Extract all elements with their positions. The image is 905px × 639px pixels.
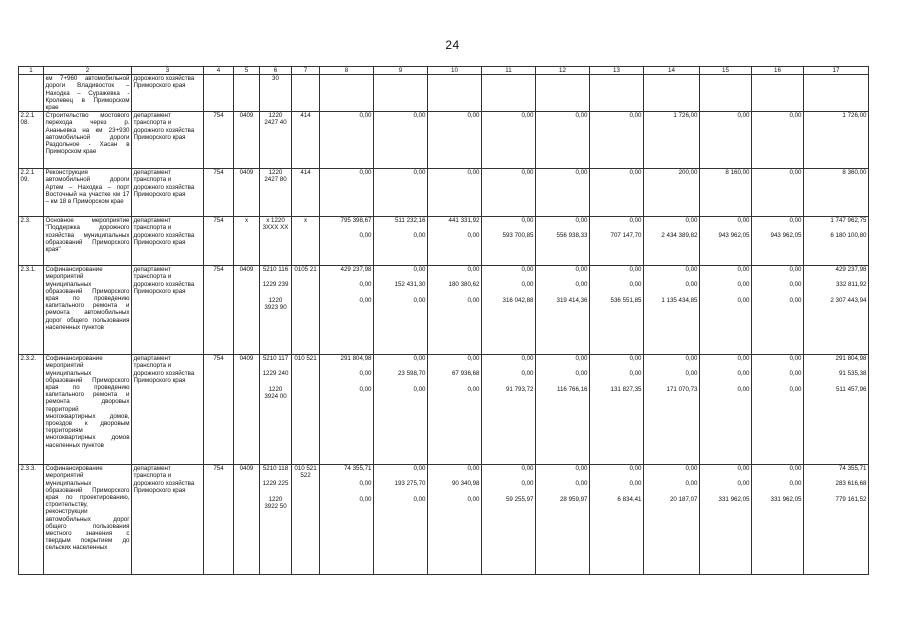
cell-line: 0,00 — [629, 266, 642, 274]
executor-cell: департамент транспорта и дорожного хозяйства Приморского края — [132, 217, 204, 266]
amount-cell-col-9 — [374, 75, 428, 112]
cell-line: 1 747 962,75 — [830, 217, 867, 225]
header-col-8: 8 — [320, 67, 374, 75]
cell-line: 1229 239 — [262, 281, 289, 289]
cell-line: 536 551,85 — [610, 296, 642, 304]
target-code-cell — [260, 266, 292, 355]
header-col-12: 12 — [536, 67, 590, 75]
amount-cell-col-8 — [320, 465, 374, 575]
cell-line: 0,00 — [789, 281, 802, 289]
amount-cell-col-16 — [752, 355, 804, 465]
cell-line: 0,00 — [789, 370, 802, 378]
amount-cell-col-9 — [374, 355, 428, 465]
amount-cell-col-15: 8 160,00 — [700, 169, 752, 217]
cell-line: 291 804,98 — [340, 355, 372, 363]
amount-cell-col-10 — [428, 217, 482, 266]
cell-line: 0,00 — [737, 296, 750, 304]
activity-name-cell: Софинансирование мероприятий муниципальных образований Приморского края по проведению капитального ремонта и ремонта автомобильных дорог общего пользования населенных пунктов — [44, 266, 132, 355]
header-col-7: 7 — [292, 67, 320, 75]
cell-line: 943 962,05 — [718, 232, 750, 240]
cell-line: 1 135 434,85 — [661, 296, 698, 304]
cell-line: 1220 3924 00 — [264, 385, 287, 400]
activity-name-cell: Реконструкция автомобильной дороги Артем – Находка – порт Восточный на участке км 17 – км 18 в Приморском крае — [44, 169, 132, 217]
amount-cell-col-13 — [590, 266, 644, 355]
amount-cell-col-12 — [536, 217, 590, 266]
amount-cell-col-17 — [804, 75, 869, 112]
code-754-cell: 754 — [204, 465, 234, 575]
cell-line: 0,00 — [521, 281, 534, 289]
cell-line: 511 457,96 — [835, 385, 867, 393]
amount-cell-col-17: 1 726,00 — [804, 112, 869, 169]
amount-cell-col-17 — [804, 266, 869, 355]
expense-type-cell: x — [292, 217, 320, 266]
cell-line: 0,00 — [575, 480, 588, 488]
cell-line: 0,00 — [789, 355, 802, 363]
cell-line: 0,00 — [359, 385, 372, 393]
table-row — [19, 112, 869, 169]
cell-line: 1220 3923 90 — [264, 296, 287, 311]
amount-cell-col-15 — [700, 75, 752, 112]
expense-type-cell — [292, 75, 320, 112]
cell-line: 67 936,68 — [451, 370, 480, 378]
executor-cell: департамент транспорта и дорожного хозяйства Приморского края — [132, 266, 204, 355]
header-col-13: 13 — [590, 67, 644, 75]
page-number: 24 — [445, 38, 460, 52]
amount-cell-col-8: 0,00 — [320, 112, 374, 169]
cell-line: 0,00 — [359, 296, 372, 304]
amount-cell-col-16: 0,00 — [752, 112, 804, 169]
cell-line: 332 811,92 — [835, 281, 867, 289]
row-number-cell: 2.3.2. — [19, 355, 44, 465]
amount-cell-col-15 — [700, 217, 752, 266]
expense-type-cell: 0105 21 — [292, 266, 320, 355]
cell-line: 0,00 — [737, 266, 750, 274]
activity-name-cell: Софинансирование мероприятий муниципальных образований Приморского края по проектированию, строительству, реконструкции автомобильных дорог общего пользования местного значения с твердым покрытием до сельских населенных — [44, 465, 132, 575]
amount-cell-col-10 — [428, 75, 482, 112]
cell-line: 1220 3922 50 — [264, 495, 287, 510]
cell-line: 0,00 — [575, 217, 588, 225]
header-col-17: 17 — [804, 67, 869, 75]
code-754-cell — [204, 75, 234, 112]
amount-cell-col-11 — [482, 75, 536, 112]
amount-cell-col-8 — [320, 217, 374, 266]
cell-line: 1229 240 — [262, 370, 289, 378]
activity-name-cell: км 7+960 автомобильной дороги Владивосток – Находка – Суражевка - Кролевец в Приморском крае — [45, 75, 130, 112]
cell-line: 0,00 — [629, 465, 642, 473]
cell-line: 0,00 — [789, 217, 802, 225]
cell-line: 131 827,35 — [610, 385, 642, 393]
cell-line: 171 070,73 — [666, 385, 698, 393]
header-col-16: 16 — [752, 67, 804, 75]
cell-line: 0,00 — [521, 355, 534, 363]
cell-line: 0,00 — [575, 465, 588, 473]
cell-line: 429 237,98 — [835, 266, 867, 274]
cell-line: 0,00 — [359, 480, 372, 488]
table-row — [19, 355, 869, 465]
cell-line: 0,00 — [467, 232, 480, 240]
cell-line: 0,00 — [521, 465, 534, 473]
cell-line: 0,00 — [467, 296, 480, 304]
amount-cell-col-17: 8 360,00 — [804, 169, 869, 217]
table-row — [19, 465, 869, 575]
cell-line: 0,00 — [737, 480, 750, 488]
amount-cell-col-14 — [644, 75, 700, 112]
target-code-cell: 30 — [260, 75, 292, 112]
cell-line: 5210 116 — [262, 266, 289, 274]
activity-name-cell: Софинансирование мероприятий муниципальных образований Приморского края по проведению капитального ремонта и ремонта дворовых территорий многоквартирных домов, проездов к дворовым территориям многоквартирных домов населенных пунктов — [44, 355, 132, 465]
expense-type-cell: 010 521 — [292, 355, 320, 465]
cell-line: 5210 118 — [262, 465, 289, 473]
amount-cell-col-14: 1 726,00 — [644, 112, 700, 169]
cell-line: 193 275,70 — [394, 480, 426, 488]
cell-line: 943 962,05 — [770, 232, 802, 240]
row-number-cell — [19, 75, 44, 112]
cell-line: 0,00 — [413, 385, 426, 393]
amount-cell-col-15 — [700, 266, 752, 355]
cell-line: 779 161,52 — [835, 495, 867, 503]
amount-cell-col-10 — [428, 465, 482, 575]
amount-cell-col-14 — [644, 266, 700, 355]
cell-line: 0,00 — [629, 480, 642, 488]
amount-cell-col-15 — [700, 355, 752, 465]
amount-cell-col-8: 0,00 — [320, 169, 374, 217]
table-row — [19, 217, 869, 266]
cell-line: 0,00 — [685, 480, 698, 488]
activity-name-cell: Строительство мостового перехода через р. Ананьевка на км 23+930 автомобильной дороги Раздольное - Хасан в Приморском крае — [44, 112, 132, 169]
cell-line: 0,00 — [359, 232, 372, 240]
amount-cell-col-10 — [428, 355, 482, 465]
cell-line: 0,00 — [467, 495, 480, 503]
cell-line: 0,00 — [413, 232, 426, 240]
row-number-cell: 2.2.1 08. — [19, 112, 44, 169]
cell-line: 0,00 — [575, 370, 588, 378]
amount-cell-col-15: 0,00 — [700, 112, 752, 169]
cell-line: 0,00 — [521, 217, 534, 225]
cell-line: 5210 117 — [262, 355, 289, 363]
section-code-cell: 0409 — [234, 169, 260, 217]
amount-cell-col-16: 0,00 — [752, 169, 804, 217]
amount-cell-col-8 — [320, 75, 374, 112]
header-col-14: 14 — [644, 67, 700, 75]
amount-cell-col-11: 0,00 — [482, 112, 536, 169]
amount-cell-col-12 — [536, 355, 590, 465]
cell-line: 74 355,71 — [343, 465, 372, 473]
amount-cell-col-13 — [590, 75, 644, 112]
cell-line: 2 307 443,94 — [830, 296, 867, 304]
cell-line: 74 355,71 — [838, 465, 867, 473]
amount-cell-col-12 — [536, 75, 590, 112]
cell-line: 0,00 — [685, 355, 698, 363]
section-code-cell: 0409 — [234, 112, 260, 169]
header-col-1: 1 — [19, 67, 44, 75]
cell-line: 0,00 — [789, 465, 802, 473]
code-754-cell: 754 — [204, 169, 234, 217]
cell-line: 0,00 — [737, 217, 750, 225]
amount-cell-col-17 — [804, 465, 869, 575]
target-code-cell: 1220 2427 40 — [260, 112, 292, 169]
cell-line: 0,00 — [737, 281, 750, 289]
cell-line: 0,00 — [685, 217, 698, 225]
amount-cell-col-13: 0,00 — [590, 112, 644, 169]
target-code-cell: x 1220 3XXX XX — [260, 217, 292, 266]
table-row — [19, 75, 869, 112]
cell-line: 0,00 — [789, 296, 802, 304]
cell-line: 0,00 — [629, 217, 642, 225]
amount-cell-col-14 — [644, 355, 700, 465]
cell-line: 556 938,33 — [556, 232, 588, 240]
header-col-4: 4 — [204, 67, 234, 75]
executor-cell: дорожного хозяйства Приморского края — [132, 75, 204, 112]
header-col-9: 9 — [374, 67, 428, 75]
executor-cell: департамент транспорта и дорожного хозяйства Приморского края — [132, 355, 204, 465]
cell-line: 707 147,70 — [610, 232, 642, 240]
cell-line: 0,00 — [359, 281, 372, 289]
cell-line: 0,00 — [737, 465, 750, 473]
header-col-3: 3 — [132, 67, 204, 75]
amount-cell-col-16 — [752, 266, 804, 355]
table-row — [19, 169, 869, 217]
cell-line: 0,00 — [629, 355, 642, 363]
cell-line: 0,00 — [521, 266, 534, 274]
cell-line: 91 793,72 — [505, 385, 534, 393]
cell-line: 91 535,38 — [838, 370, 867, 378]
code-754-cell: 754 — [204, 355, 234, 465]
cell-line: 0,00 — [575, 266, 588, 274]
cell-line: 2 434 389,82 — [661, 232, 698, 240]
cell-line: 6 180 100,80 — [830, 232, 867, 240]
cell-line: 0,00 — [685, 370, 698, 378]
cell-line: 0,00 — [467, 385, 480, 393]
cell-line: 0,00 — [467, 465, 480, 473]
code-754-cell: 754 — [204, 266, 234, 355]
amount-cell-col-11 — [482, 266, 536, 355]
cell-line: 90 340,98 — [451, 480, 480, 488]
cell-line: 180 380,62 — [448, 281, 480, 289]
header-row — [19, 67, 869, 75]
cell-line: 316 042,88 — [502, 296, 534, 304]
header-col-10: 10 — [428, 67, 482, 75]
table-row — [19, 266, 869, 355]
cell-line: 0,00 — [789, 480, 802, 488]
amount-cell-col-16 — [752, 465, 804, 575]
amount-cell-col-13 — [590, 465, 644, 575]
amount-cell-col-12 — [536, 465, 590, 575]
header-col-6: 6 — [260, 67, 292, 75]
section-code-cell: x — [234, 217, 260, 266]
expense-type-cell: 010 521 522 — [292, 465, 320, 575]
amount-cell-col-12: 0,00 — [536, 169, 590, 217]
cell-line: 59 255,97 — [505, 495, 534, 503]
amount-cell-col-17 — [804, 355, 869, 465]
amount-cell-col-14: 200,00 — [644, 169, 700, 217]
cell-line: 0,00 — [467, 266, 480, 274]
amount-cell-col-9 — [374, 217, 428, 266]
code-754-cell: 754 — [204, 112, 234, 169]
row-number-cell: 2.3.1. — [19, 266, 44, 355]
amount-cell-col-11 — [482, 355, 536, 465]
amount-cell-col-9 — [374, 465, 428, 575]
amount-cell-col-9: 0,00 — [374, 169, 428, 217]
cell-line: 441 331,92 — [448, 217, 480, 225]
section-code-cell: 0409 — [234, 355, 260, 465]
section-code-cell — [234, 75, 260, 112]
code-754-cell: 754 — [204, 217, 234, 266]
cell-line: 0,00 — [521, 480, 534, 488]
cell-line: 0,00 — [575, 355, 588, 363]
row-number-cell: 2.2.1 09. — [19, 169, 44, 217]
expense-type-cell: 414 — [292, 112, 320, 169]
cell-line: 0,00 — [359, 495, 372, 503]
cell-line: 23 598,70 — [397, 370, 426, 378]
cell-line: 291 804,98 — [835, 355, 867, 363]
amount-cell-col-9 — [374, 266, 428, 355]
amount-cell-col-12 — [536, 266, 590, 355]
cell-line: 0,00 — [413, 465, 426, 473]
target-code-cell — [260, 465, 292, 575]
executor-cell: департамент транспорта и дорожного хозяйства Приморского края — [132, 112, 204, 169]
amount-cell-col-14 — [644, 465, 700, 575]
cell-line: 429 237,98 — [340, 266, 372, 274]
cell-line: 152 431,30 — [394, 281, 426, 289]
cell-line: 20 187,07 — [669, 495, 698, 503]
header-col-5: 5 — [234, 67, 260, 75]
cell-line: 0,00 — [685, 281, 698, 289]
cell-line: 0,00 — [737, 385, 750, 393]
cell-line: 331 962,05 — [718, 495, 750, 503]
cell-line: 0,00 — [737, 355, 750, 363]
cell-line: 0,00 — [737, 370, 750, 378]
cell-line: 0,00 — [629, 281, 642, 289]
amount-cell-col-10: 0,00 — [428, 169, 482, 217]
table-body — [19, 67, 869, 575]
amount-cell-col-12: 0,00 — [536, 112, 590, 169]
section-code-cell: 0409 — [234, 266, 260, 355]
amount-cell-col-11 — [482, 217, 536, 266]
amount-cell-col-13 — [590, 217, 644, 266]
amount-cell-col-10 — [428, 266, 482, 355]
expense-type-cell: 414 — [292, 169, 320, 217]
cell-line: 0,00 — [413, 495, 426, 503]
cell-line: 319 414,36 — [556, 296, 588, 304]
header-col-15: 15 — [700, 67, 752, 75]
cell-line: 116 766,16 — [556, 385, 588, 393]
amount-cell-col-16 — [752, 75, 804, 112]
amount-cell-col-10: 0,00 — [428, 112, 482, 169]
header-col-2: 2 — [44, 67, 132, 75]
cell-line: 0,00 — [629, 370, 642, 378]
amount-cell-col-14 — [644, 217, 700, 266]
row-number-cell: 2.3. — [19, 217, 44, 266]
cell-line: 0,00 — [789, 266, 802, 274]
budget-table — [18, 66, 869, 575]
cell-line: 593 700,85 — [502, 232, 534, 240]
cell-line: 0,00 — [789, 385, 802, 393]
amount-cell-col-8 — [320, 355, 374, 465]
cell-line: 0,00 — [413, 266, 426, 274]
executor-cell: департамент транспорта и дорожного хозяйства Приморского края — [132, 169, 204, 217]
amount-cell-col-13: 0,00 — [590, 169, 644, 217]
row-number-cell: 2.3.3. — [19, 465, 44, 575]
amount-cell-col-9: 0,00 — [374, 112, 428, 169]
target-code-cell — [260, 355, 292, 465]
amount-cell-col-17 — [804, 217, 869, 266]
cell-line: 0,00 — [685, 465, 698, 473]
cell-line: 0,00 — [359, 370, 372, 378]
cell-line: 6 834,41 — [617, 495, 642, 503]
cell-line: 331 962,05 — [770, 495, 802, 503]
cell-line: 0,00 — [575, 281, 588, 289]
cell-line: 795 398,67 — [340, 217, 372, 225]
cell-line: 0,00 — [685, 266, 698, 274]
cell-line: 0,00 — [467, 355, 480, 363]
cell-line: 511 232,16 — [394, 217, 426, 225]
cell-line: 283 616,68 — [835, 480, 867, 488]
cell-line: 28 959,97 — [559, 495, 588, 503]
amount-cell-col-8 — [320, 266, 374, 355]
amount-cell-col-13 — [590, 355, 644, 465]
cell-line: 0,00 — [413, 296, 426, 304]
amount-cell-col-11: 0,00 — [482, 169, 536, 217]
cell-line: 0,00 — [413, 355, 426, 363]
amount-cell-col-15 — [700, 465, 752, 575]
cell-line: 1229 225 — [262, 480, 289, 488]
amount-cell-col-11 — [482, 465, 536, 575]
amount-cell-col-16 — [752, 217, 804, 266]
cell-line: 0,00 — [521, 370, 534, 378]
header-col-11: 11 — [482, 67, 536, 75]
target-code-cell: 1220 2427 80 — [260, 169, 292, 217]
activity-name-cell: Основное мероприятие "Поддержка дорожного хозяйства муниципальных образований Приморского края" — [44, 217, 132, 266]
executor-cell: департамент транспорта и дорожного хозяйства Приморского края — [132, 465, 204, 575]
section-code-cell: 0409 — [234, 465, 260, 575]
